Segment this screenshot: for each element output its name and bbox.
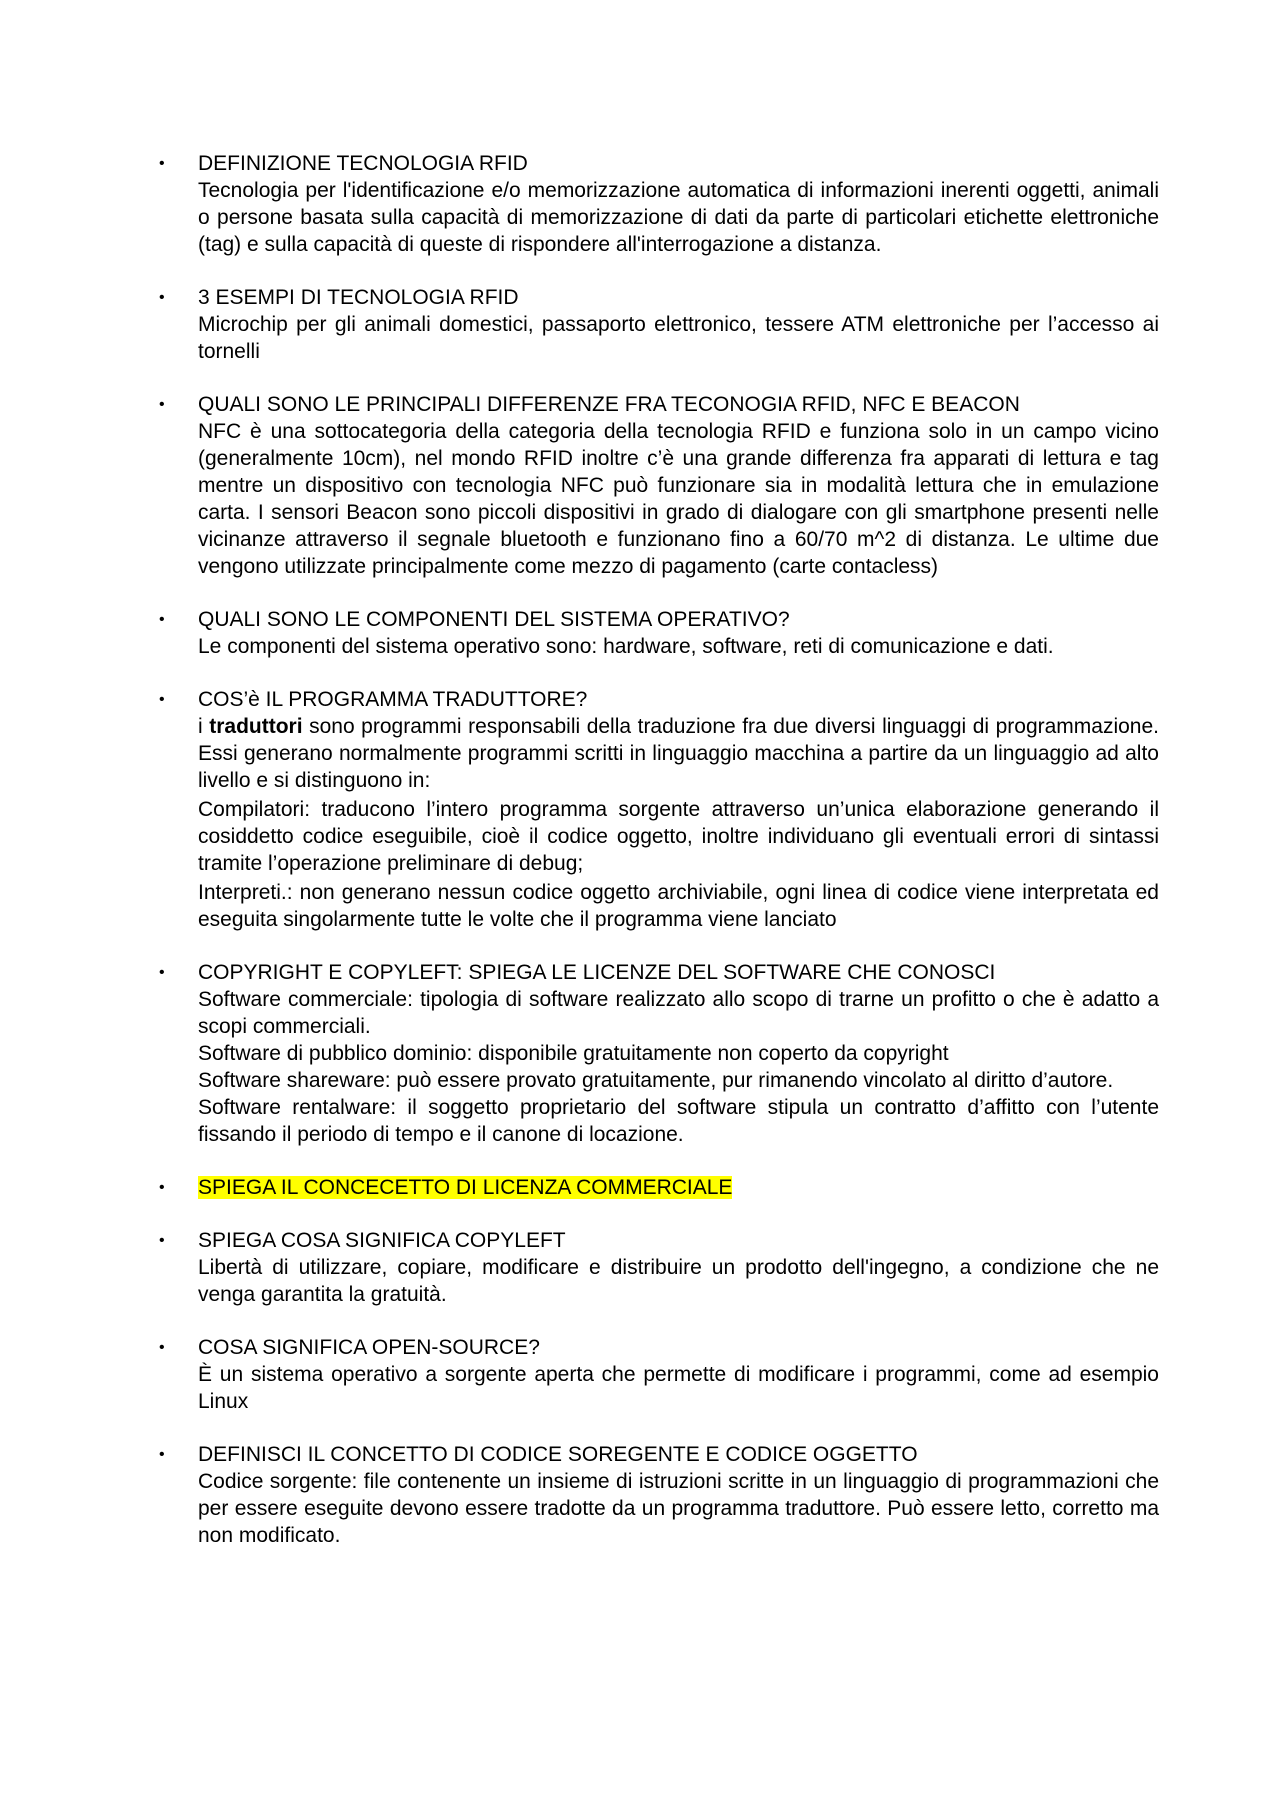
bullet-icon: •	[159, 1446, 165, 1463]
bullet-icon: •	[159, 964, 165, 981]
bullet-icon: •	[159, 396, 165, 413]
list-item-copyleft	[159, 1227, 1159, 1308]
list-item-rfid-nfc-beacon	[159, 391, 1159, 580]
answer-text-rentalware: Software rentalware: il soggetto proprietario del software stipula un contratto d’affitto con l’utente fissando il periodo di tempo e il canone di locazione.	[198, 1096, 1159, 1146]
list-item-source-object-code	[159, 1441, 1159, 1549]
list-item-commercial-license	[159, 1174, 1159, 1201]
list-item-licenses	[159, 959, 1159, 1148]
question-title: COSA SIGNIFICA OPEN-SOURCE?	[198, 1336, 540, 1359]
question-title: DEFINISCI IL CONCETTO DI CODICE SOREGENTE E CODICE OGGETTO	[198, 1443, 918, 1466]
bold-term: traduttori	[209, 715, 303, 738]
question-title: 3 ESEMPI DI TECNOLOGIA RFID	[198, 286, 519, 309]
answer-text: Libertà di utilizzare, copiare, modificare e distribuire un prodotto dell'ingegno, a condizione che ne venga garantita la gratuità.	[198, 1256, 1159, 1306]
list-item-rfid-definition	[159, 150, 1159, 258]
list-item-translator	[159, 686, 1159, 933]
question-title: QUALI SONO LE PRINCIPALI DIFFERENZE FRA TECONOGIA RFID, NFC E BEACON	[198, 393, 1020, 416]
answer-text: Codice sorgente: file contenente un insieme di istruzioni scritte in un linguaggio di programmazioni che per essere eseguite devono essere tradotte da un programma traduttore. Può essere letto, corretto ma non modificato.	[198, 1470, 1159, 1547]
question-title: COPYRIGHT E COPYLEFT: SPIEGA LE LICENZE DEL SOFTWARE CHE CONOSCI	[198, 961, 996, 984]
answer-text-start: i	[198, 715, 210, 738]
bullet-icon: •	[159, 1232, 165, 1249]
question-title-highlighted	[198, 1174, 1159, 1201]
answer-text: È un sistema operativo a sorgente aperta che permette di modificare i programmi, come ad esempio Linux	[198, 1363, 1159, 1413]
question-list	[159, 150, 1159, 1575]
bullet-icon: •	[159, 1339, 165, 1356]
bullet-icon: •	[159, 155, 165, 172]
question-title: COS’è IL PROGRAMMA TRADUTTORE?	[198, 688, 588, 711]
list-item-os-components	[159, 606, 1159, 660]
highlighted-text: SPIEGA IL CONCECETTO DI LICENZA COMMERCIALE	[198, 1176, 733, 1199]
answer-text-commercial: Software commerciale: tipologia di software realizzato allo scopo di trarne un profitto o che è adatto a scopi commerciali.	[198, 988, 1159, 1038]
question-title: SPIEGA COSA SIGNIFICA COPYLEFT	[198, 1229, 566, 1252]
answer-text: Tecnologia per l'identificazione e/o memorizzazione automatica di informazioni inerenti oggetti, animali o persone basata sulla capacità di memorizzazione di dati da parte di particolari etichette elettroniche (tag) e sulla capacità di queste di rispondere all'interrogazione a distanza.	[198, 179, 1159, 256]
bullet-icon: •	[159, 289, 165, 306]
answer-text	[198, 713, 1159, 794]
bullet-icon: •	[159, 611, 165, 628]
question-title: DEFINIZIONE TECNOLOGIA RFID	[198, 152, 528, 175]
answer-text-shareware: Software shareware: può essere provato gratuitamente, pur rimanendo vincolato al diritto d’autore.	[198, 1069, 1114, 1092]
question-title: QUALI SONO LE COMPONENTI DEL SISTEMA OPERATIVO?	[198, 608, 790, 631]
answer-text: NFC è una sottocategoria della categoria della tecnologia RFID e funziona solo in un campo vicino (generalmente 10cm), nel mondo RFID inoltre c’è una grande differenza fra apparati di lettura e tag mentre un dispositivo con tecnologia NFC può funzionare sia in modalità lettura che in emulazione carta. I sensori Beacon sono piccoli dispositivi in grado di dialogare con gli smartphone presenti nelle vicinanze attraverso il segnale bluetooth e funzionano fino a 60/70 m^2 di distanza. Le ultime due vengono utilizzate principalmente come mezzo di pagamento (carte contacless)	[198, 420, 1159, 578]
bullet-icon: •	[159, 691, 165, 708]
answer-text-public-domain: Software di pubblico dominio: disponibile gratuitamente non coperto da copyright	[198, 1042, 949, 1065]
answer-text: Microchip per gli animali domestici, passaporto elettronico, tessere ATM elettroniche per l’accesso ai tornelli	[198, 313, 1159, 363]
list-item-rfid-examples	[159, 284, 1159, 365]
list-item-open-source	[159, 1334, 1159, 1415]
bullet-icon: •	[159, 1179, 165, 1196]
answer-text-interpreters: Interpreti.: non generano nessun codice oggetto archiviabile, ogni linea di codice viene interpretata ed eseguita singolarmente tutte le volte che il programma viene lanciato	[198, 881, 1159, 931]
answer-text-compilers: Compilatori: traducono l’intero programma sorgente attraverso un’unica elaborazione generando il cosiddetto codice eseguibile, cioè il codice oggetto, inoltre individuano gli eventuali errori di sintassi tramite l’operazione preliminare di debug;	[198, 798, 1159, 875]
answer-text-rest: sono programmi responsabili della traduzione fra due diversi linguaggi di programmazione. Essi generano normalmente programmi scritti in linguaggio macchina a partire da un linguaggio ad alto livello e si distinguono in:	[198, 715, 1160, 792]
answer-text: Le componenti del sistema operativo sono: hardware, software, reti di comunicazione e dati.	[198, 635, 1054, 658]
